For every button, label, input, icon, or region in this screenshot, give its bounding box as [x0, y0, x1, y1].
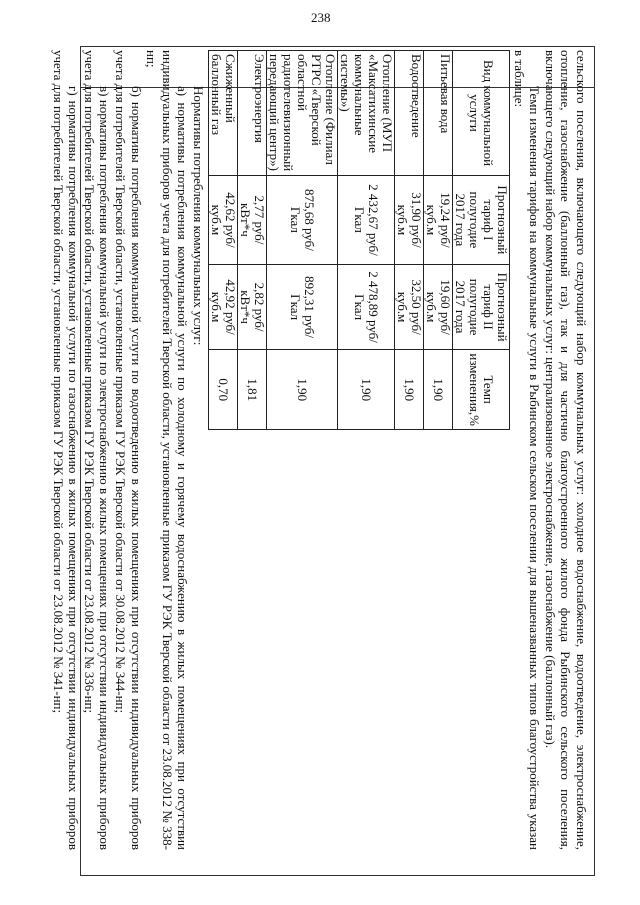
- cell-rate: 1,90: [267, 350, 338, 430]
- norm-item-c: в) нормативы потребления коммунальной услуги по электроснабжению в жилых помещениях при отсутствии индивидуальных приборов учета для потребителей Тверской области, установленные приказом ГУ РЭК Тверской области от 23.08.2012 № 336-нп;: [81, 50, 113, 850]
- cell-service: Сжиженный баллонный газ: [209, 51, 238, 176]
- cell-tariff-h2: 892,31 руб/Гкал: [267, 264, 338, 350]
- table-row: [338, 51, 395, 430]
- cell-tariff-h1: 19,24 руб/куб.м: [424, 176, 453, 265]
- header-rate: Темп изменения,%: [453, 350, 510, 430]
- norms-heading: Нормативы потребления коммунальных услуг:: [191, 86, 207, 346]
- cell-tariff-h1: 31,90 руб/куб.м: [395, 176, 424, 265]
- table-intro-paragraph: Темп изменения тарифов на коммунальные услуги в Рыбинском сельском поселении для вышеназванных типов благоустройства указан в таблице:: [511, 50, 543, 850]
- cell-tariff-h1: 875,68 руб/Гкал: [267, 176, 338, 265]
- cell-rate: 1,90: [424, 350, 453, 430]
- cell-service: Электроэнергия: [238, 51, 267, 176]
- cell-tariff-h2: 42,92 руб/куб.м: [209, 264, 238, 350]
- cell-tariff-h2: 32,50 руб/куб.м: [395, 264, 424, 350]
- cell-service: Отопление (Филиал РТРС «Тверской областной радиотелевизионный передающий центр»): [267, 51, 338, 176]
- table-row: [238, 51, 267, 430]
- norm-item-a: а) нормативы потребления коммунальной услуги по холодному и горячему водоснабжению в жилых помещениях при отсутствии индивидуальных приборов учета для потребителей Тверской области, установленные приказом ГУ РЭК Тверской области от 23.08.2012 № 338-нп;: [144, 50, 191, 850]
- cell-tariff-h1: 42,62 руб/куб.м: [209, 176, 238, 265]
- cell-rate: 1,90: [395, 350, 424, 430]
- cell-tariff-h2: 2,82 руб/кВт*ч: [238, 264, 267, 350]
- header-tariff-h2: Прогнозный тариф II полугодие 2017 года: [453, 264, 510, 350]
- rotated-content: [50, 50, 589, 850]
- intro-paragraph: сельского поселения, включающего следующий набор коммунальных услуг: холодное водоснабжение, водоотведение, электроснабжение, отопление, газоснабжение (баллонный газ), так и для частично благоустроенного жилого фонда Рыбинского сельского поселения, включающего следующий набор коммунальных услуг: централизованное электроснабжение, газоснабжение (баллонный газ).: [542, 50, 589, 850]
- cell-tariff-h1: 2 432,67 руб/Гкал: [338, 176, 395, 265]
- norm-item-d: г) нормативы потребления коммунальной услуги по газоснабжению в жилых помещениях при отсутствии индивидуальных приборов учета для потребителей Тверской области, установленные приказом ГУ РЭК Тверской области от 23.08.2012 № 341-нп;: [50, 50, 82, 850]
- table-row: [267, 51, 338, 430]
- tariff-table: [208, 50, 510, 430]
- header-service: Вид коммунальной услуги: [453, 51, 510, 176]
- cell-rate: 0,70: [209, 350, 238, 430]
- cell-tariff-h2: 2 478,89 руб/Гкал: [338, 264, 395, 350]
- cell-service: Отопление (МУП «Максатихинские коммунальные системы»): [338, 51, 395, 176]
- cell-service: Водоотведение: [395, 51, 424, 176]
- page-number: 238: [311, 10, 331, 25]
- header-tariff-h1: Прогнозный тариф I полугодие 2017 года: [453, 176, 510, 265]
- table-row: [424, 51, 453, 430]
- norm-item-b: б) нормативы потребления коммунальной услуги по водоотведению в жилых помещениях при отсутствии индивидуальных приборов учета для потребителей Тверской области, установленные приказом ГУ РЭК Тверской области от 30.08.2012 № 344-нп;: [113, 50, 144, 850]
- table-row: [395, 51, 424, 430]
- cell-tariff-h2: 19,60 руб/куб.м: [424, 264, 453, 350]
- table-header-row: [453, 51, 510, 430]
- cell-tariff-h1: 2,77 руб/кВт*ч: [238, 176, 267, 265]
- table-row: [209, 51, 238, 430]
- cell-rate: 1,90: [338, 350, 395, 430]
- cell-service: Питьевая вода: [424, 51, 453, 176]
- cell-rate: 1,81: [238, 350, 267, 430]
